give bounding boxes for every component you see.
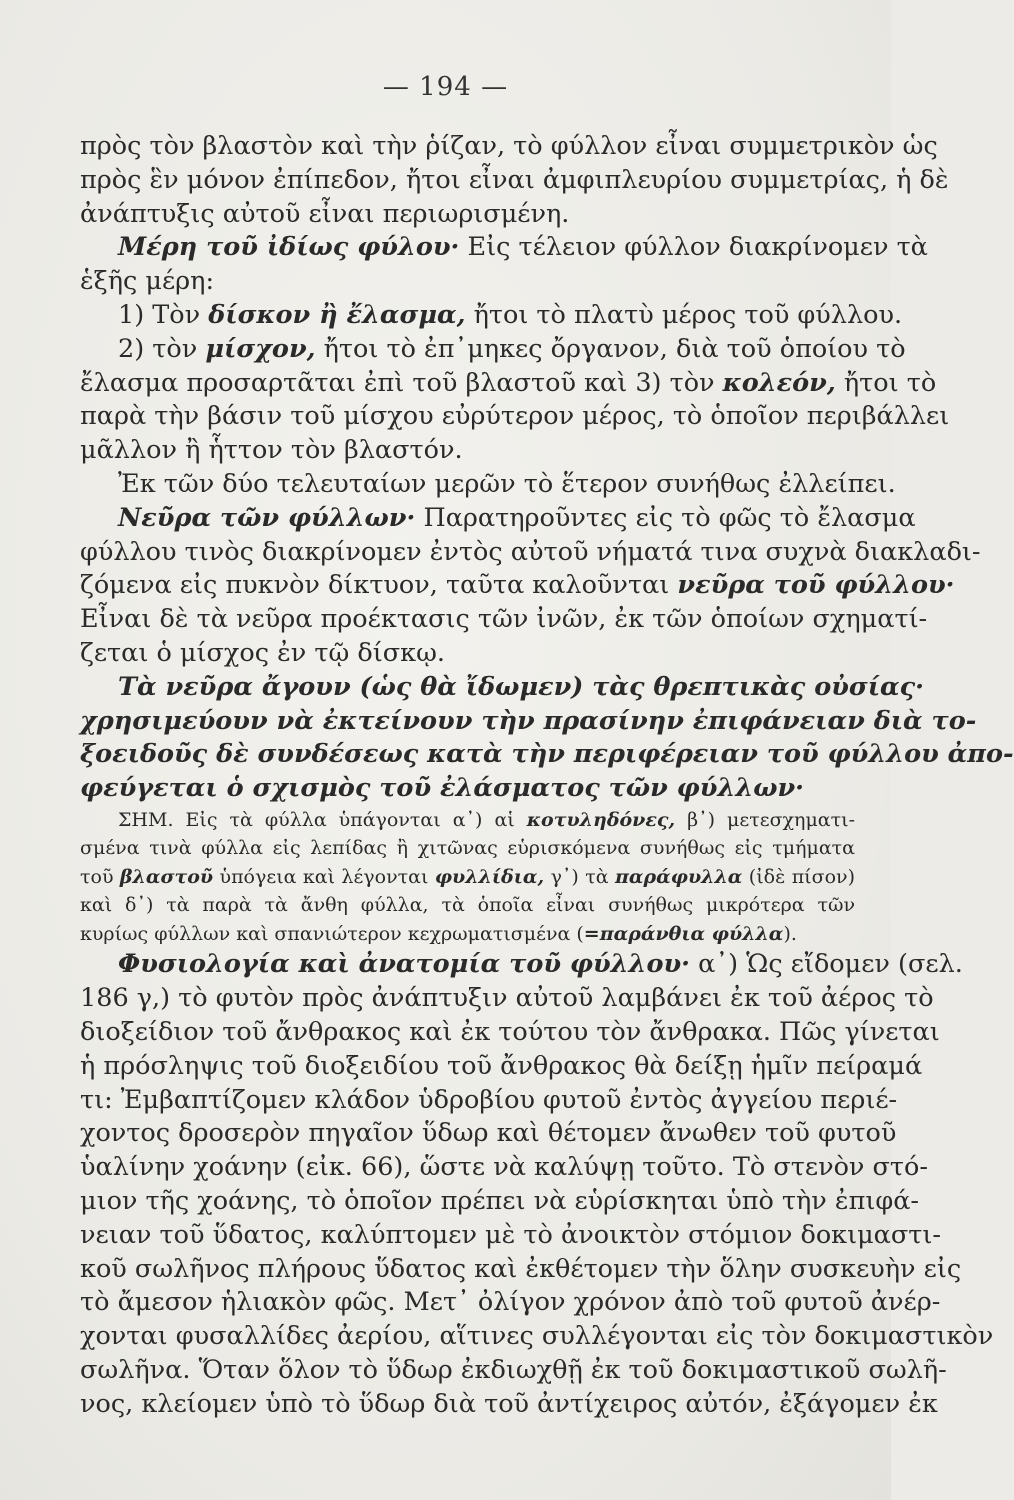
text-run: χονται φυσαλλίδες ἀερίου, αἵτινες συλλέγονται εἰς τὸν δοκιμαστικὸν [80, 1321, 994, 1352]
text-run: ἑξῆς μέρη: [80, 266, 215, 297]
text-run: 1) Τὸν [118, 299, 209, 330]
text-line [80, 1117, 897, 1151]
emphasized-term: =παράνθια φύλλα [583, 922, 784, 945]
text-run: ζεται ὁ μίσχος ἐν τῷ δίσκῳ. [80, 637, 445, 668]
note-line [80, 863, 855, 892]
emphasized-term: κοτυληδόνες, [526, 808, 676, 831]
text-line [80, 1151, 929, 1185]
text-run: ἀνάπτυξις αὐτοῦ εἶναι περιωρισμένη. [80, 198, 570, 229]
text-run: σωλῆνα. Ὅταν ὅλον τὸ ὕδωρ ἐκδιωχθῇ ἐκ τοῦ δοκιμαστικοῦ σωλῆ- [80, 1355, 947, 1385]
text-line [80, 948, 963, 982]
text-run: Ἐκ τῶν δύο τελευταίων μερῶν τὸ ἕτερον συνήθως ἐλλείπει. [118, 468, 896, 499]
text-run: διοξείδιον τοῦ ἄνθρακος καὶ ἐκ τούτου τὸν ἄνθρακα. Πῶς γίνεται [80, 1017, 940, 1048]
text-line [80, 265, 855, 299]
emphasized-term: νεῦρα τοῦ φύλλου· [677, 570, 955, 601]
text-run: ἔλασμα προσαρτᾶται ἐπὶ τοῦ βλαστοῦ καὶ 3) τὸν [80, 367, 723, 398]
text-run: ἤτοι τὸ [835, 367, 937, 398]
emphasized-term: δίσκον ἢ ἔλασμα, [208, 299, 466, 330]
note-line [80, 891, 855, 920]
emphasized-term: Νεῦρα τῶν φύλλων· [118, 502, 416, 533]
emphasized-term: μίσχον, [205, 333, 316, 364]
text-run: πρὸς ἓν μόνον ἐπίπεδον, ἤτοι εἶναι ἀμφιπλευρίου συμμετρίας, ἡ δὲ [80, 164, 949, 195]
text-line [80, 400, 950, 434]
text-run: Εἰς τέλειον φύλλον διακρίνομεν τὰ [459, 232, 928, 263]
text-line [80, 1016, 940, 1050]
text-line [80, 1050, 923, 1084]
emphasized-term: χρησιμεύουν νὰ ἐκτείνουν τὴν πρασίνην ἐπιφάνειαν διὰ το- [80, 705, 977, 736]
text-run: φύλλου τινὸς διακρίνομεν ἐντὸς αὐτοῦ νήματά τινα συχνὰ διακλαδι- [80, 536, 981, 567]
text-line [80, 502, 916, 536]
text-run: β᾽) μετεσχηματι- [675, 808, 856, 831]
text-run: καὶ δ᾽) τὰ παρὰ τὰ ἄνθη φύλλα, τὰ ὁποῖα εἶναι συνήθως μικρότερα τῶν [80, 894, 855, 917]
text-run: ΣΗΜ. Εἰς τὰ φύλλα ὑπάγονται α᾽) αἱ [118, 808, 527, 831]
text-run: τοῦ [80, 865, 120, 888]
text-run: κοῦ σωλῆνος πλήρους ὕδατος καὶ ἐκθέτομεν τὴν ὅλην συσκευὴν εἰς [80, 1253, 962, 1284]
text-run: μᾶλλον ἢ ἧττον τὸν βλαστόν. [80, 435, 463, 466]
text-run: ἡ πρόσληψις τοῦ διοξειδίου τοῦ ἄνθρακος θὰ δείξῃ ἡμῖν πείραμά [80, 1050, 923, 1081]
note-line [80, 920, 855, 949]
text-run: ὑαλίνην χοάνην (εἰκ. 66), ὥστε νὰ καλύψῃ τοῦτο. Τὸ στενὸν στό- [80, 1152, 929, 1183]
text-line [80, 333, 906, 367]
text-run: μιον τῆς χοάνης, τὸ ὁποῖον πρέπει νὰ εὑρίσκηται ὑπὸ τὴν ἐπιφά- [80, 1186, 920, 1217]
emphasized-term: ξοειδοῦς δὲ συνδέσεως κατὰ τὴν περιφέρειαν τοῦ φύλλου ἀπο- [80, 739, 1014, 770]
text-run: ). [783, 922, 797, 945]
text-line [80, 671, 925, 705]
emphasized-term: Τὰ νεῦρα ἄγουν (ὡς θὰ ἴδωμεν) τὰς θρεπτικὰς οὐσίας· [118, 671, 925, 702]
text-run: ἤτοι τὸ πλατὺ μέρος τοῦ φύλλου. [465, 299, 903, 330]
text-line [80, 130, 938, 164]
text-run: χοντος δροσερὸν πηγαῖον ὕδωρ καὶ θέτομεν ἄνωθεν τοῦ φυτοῦ [80, 1118, 897, 1149]
text-line [80, 637, 855, 671]
text-run: α᾽) Ὡς εἴδομεν (σελ. [690, 949, 963, 980]
text-run: (ἰδὲ πίσον) [742, 865, 856, 888]
text-line [80, 1388, 938, 1422]
text-run: τὸ ἄμεσον ἡλιακὸν φῶς. Μετ᾽ ὀλίγον χρόνον ἀπὸ τοῦ φυτοῦ ἀνέρ- [80, 1287, 941, 1318]
text-line [80, 1219, 942, 1253]
text-run: ἤτοι τὸ ἐπ᾽μηκες ὄργανον, διὰ τοῦ ὁποίου τὸ [315, 333, 906, 364]
note-line [80, 834, 855, 863]
note-line [80, 806, 855, 835]
text-line [80, 1354, 947, 1388]
text-line [80, 603, 928, 637]
text-line [80, 434, 855, 468]
text-line [80, 705, 977, 739]
page-number: — 194 — [382, 72, 509, 102]
text-line [80, 164, 949, 198]
text-line [80, 231, 928, 265]
text-line [80, 198, 855, 232]
text-run: ὑπόγεια καὶ λέγονται [213, 865, 435, 888]
body-text [80, 130, 1014, 1422]
text-run: νος, κλείομεν ὑπὸ τὸ ὕδωρ διὰ τοῦ ἀντίχειρος αὐτόν, ἐξάγομεν ἐκ [80, 1388, 938, 1419]
text-line [80, 536, 981, 570]
text-line [80, 738, 1014, 772]
emphasized-term: Φυσιολογία καὶ ἀνατομία τοῦ φύλλου· [118, 949, 691, 980]
text-run: κυρίως φύλλων καὶ σπανιώτερον κεχρωματισμένα ( [80, 922, 584, 945]
emphasized-term: βλαστοῦ [119, 865, 214, 888]
text-line [80, 772, 855, 806]
emphasized-term: Μέρη τοῦ ἰδίως φύλου· [118, 232, 460, 263]
text-line [80, 1185, 920, 1219]
text-line [80, 1320, 994, 1354]
text-run: 186 γ,) τὸ φυτὸν πρὸς ἀνάπτυξιν αὐτοῦ λαμβάνει ἐκ τοῦ ἀέρος τὸ [80, 983, 934, 1014]
text-line [80, 569, 955, 603]
text-run: πρὸς τὸν βλαστὸν καὶ τὴν ῥίζαν, τὸ φύλλον εἶναι συμμετρικὸν ὡς [80, 131, 938, 161]
text-run: ζόμενα εἰς πυκνὸν δίκτυον, ταῦτα καλοῦνται [80, 570, 678, 601]
text-run: γ᾽) τὰ [544, 865, 615, 888]
text-run: σμένα τινὰ φύλλα εἰς λεπίδας ἢ χιτῶνας εὑρισκόμενα συνήθως εἰς τμήματα [80, 837, 855, 860]
text-run: Παρατηροῦντες εἰς τὸ φῶς τὸ ἔλασμα [415, 502, 916, 533]
emphasized-term: φυλλίδια, [434, 865, 545, 888]
text-line [80, 367, 937, 401]
text-run: τι: Ἐμβαπτίζομεν κλάδον ὑδροβίου φυτοῦ ἐντὸς ἀγγείου περιέ- [80, 1084, 898, 1115]
text-line [80, 1084, 898, 1118]
text-line [80, 1286, 941, 1320]
text-line [80, 299, 903, 333]
text-run: παρὰ τὴν βάσιν τοῦ μίσχου εὐρύτερον μέρος, τὸ ὁποῖον περιβάλλει [80, 401, 950, 432]
emphasized-term: φεύγεται ὁ σχισμὸς τοῦ ἐλάσματος τῶν φύλλων· [80, 773, 805, 804]
text-run: νειαν τοῦ ὕδατος, καλύπτομεν μὲ τὸ ἀνοικτὸν στόμιον δοκιμαστι- [80, 1219, 942, 1250]
emphasized-term: παράφυλλα [614, 865, 743, 888]
emphasized-term: κολεόν, [722, 367, 836, 398]
text-line [80, 468, 896, 502]
text-line [80, 982, 934, 1016]
text-run: Εἶναι δὲ τὰ νεῦρα προέκτασις τῶν ἰνῶν, ἐκ τῶν ὁποίων σχηματί- [80, 604, 928, 635]
text-line [80, 1253, 962, 1287]
text-run: 2) τὸν [118, 333, 206, 364]
